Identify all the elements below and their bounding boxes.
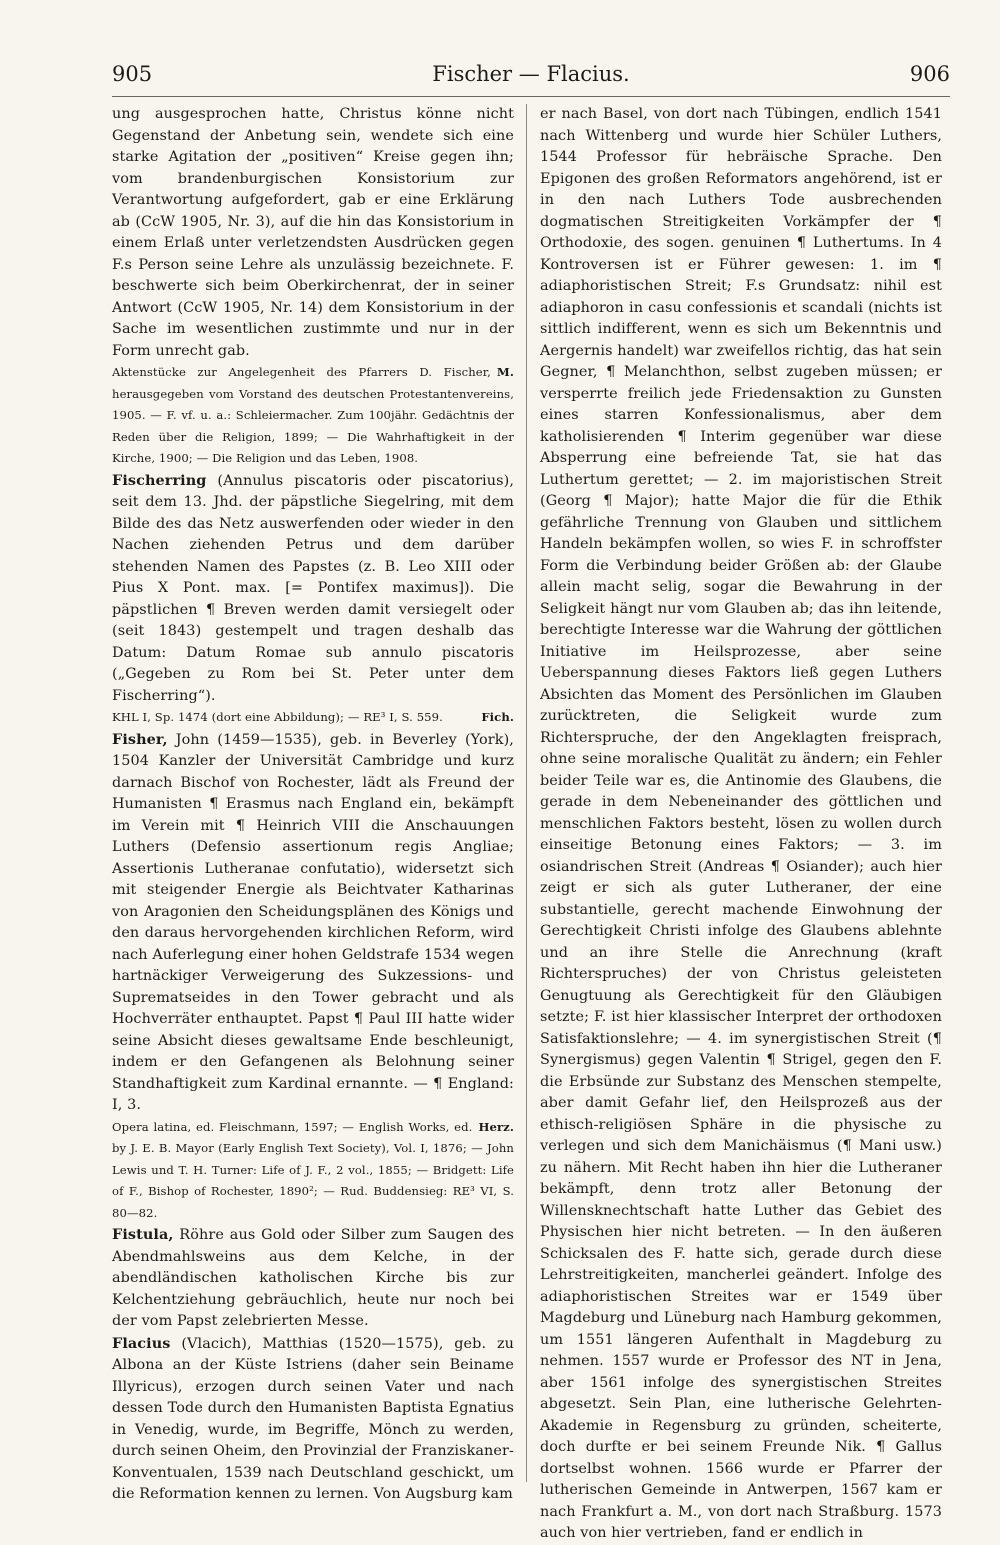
page-number-left: 905 [112, 62, 153, 86]
entry-headword: Fistula, [112, 1226, 174, 1243]
note-text: Opera latina, ed. Fleischmann, 1597; — English Works, ed. by J. E. B. Mayor (Early English Text Society), Vol. I, 1876; — John Lewis und T. H. Turner: Life of J. F., 2 vol., 1855; — Bridgett: Life of F., Bishop of Rochester, 1890²; — Rud. Buddensieg: RE³ VI, S. 80—82. [112, 1119, 514, 1220]
running-head [112, 62, 950, 90]
bibliography-note [112, 707, 514, 729]
entry-paragraph [112, 470, 514, 708]
note-text: KHL I, Sp. 1474 (dort eine Abbildung); — RE³ I, S. 559. [112, 710, 443, 724]
entry-paragraph [112, 729, 514, 1117]
author-signature: M. [496, 365, 514, 379]
note-text: Aktenstücke zur Angelegenheit des Pfarrers D. Fischer, herausgegeben vom Vorstand des deutschen Protestantenvereins, 1905. — F. vf. u. a.: Schleiermacher. Zum 100jähr. Gedächtnis der Reden über die Religion, 1899; — Die Wahrhaftigkeit in der Kirche, 1900; — Die Religion und das Leben, 1908. [112, 365, 514, 465]
paragraph-text: (Vlacich), Matthias (1520—1575), geb. zu Albona an der Küste Istriens (daher sein Beiname Illyricus), erzogen durch seinen Vater und nach dessen Tode durch den Humanisten Baptista Egnatius in Venedig, wurde, im Begriffe, Mönch zu werden, durch seinen Oheim, den Provinzial der Franziskaner-Konventualen, 1539 nach Deutschland geschickt, um die Reformation kennen zu lernen. Von Augsburg kam [112, 1335, 514, 1502]
paragraph-text: ung ausgesprochen hatte, Christus könne nicht Gegenstand der Anbetung sein, wendete sich eine starke Agitation der „positiven“ Kreise gegen ihn; vom brandenburgischen Konsistorium zur Verantwortung aufgefordert, gab er eine Erklärung ab (CcW 1905, Nr. 3), auf die hin das Konsistorium in einem Erlaß unter verletzendsten Ausdrücken gegen F.s Person seine Lehre als unzulässig bezeichnete. F. beschwerte sich beim Oberkirchenrat, der in seiner Antwort (CcW 1905, Nr. 14) dem Konsistorium in der Sache im wesentlichen zustimmte und nur in der Form unrecht gab. [112, 106, 514, 359]
author-signature: Herz. [478, 1119, 514, 1134]
entry-paragraph [112, 1333, 514, 1506]
body-paragraph [112, 104, 514, 362]
author-signature: Fich. [481, 710, 514, 724]
right-column [540, 104, 942, 1541]
paragraph-text: John (1459—1535), geb. in Beverley (York), 1504 Kanzler der Universität Cambridge und kurz darnach Bischof von Rochester, lädt als Freund der Humanisten ¶ Erasmus nach England ein, bekämpft im Verein mit ¶ Heinrich VIII die Anschauungen Luthers (Defensio assertionum regis Angliae; Assertionis Lutheranae confutatio), widersetzt sich mit steigender Energie als Beichtvater Katharinas von Aragonien den Scheidungsplänen des Königs und den daraus hervorgehenden kirchlichen Reform, wird nach Auferlegung einer hohen Geldstrafe 1534 wegen hartnäckiger Verweigerung des Sukzessions- und Suprematseides in den Tower gebracht und als Hochverräter enthauptet. Papst ¶ Paul III hatte wider seine Absicht dieses gewaltsame Ende beschleunigt, indem er den Gefangenen als Belohnung seiner Standhaftigkeit zum Kardinal ernannte. — ¶ England: I, 3. [112, 731, 514, 1113]
bibliography-note [112, 1117, 514, 1225]
entry-paragraph [112, 1224, 514, 1333]
entry-headword: Fischerring [112, 471, 207, 489]
entry-headword: Flacius [112, 1334, 171, 1352]
column-divider [526, 104, 527, 1482]
page-number-right: 906 [909, 62, 950, 86]
body-paragraph [540, 104, 942, 1545]
bibliography-note [112, 362, 514, 470]
header-rule [112, 96, 950, 97]
paragraph-text: (Annulus piscatoris oder piscatorius), seit dem 13. Jhd. der päpstliche Siegelring, mit dem Bilde des das Netz auswerfenden oder wieder in den Nachen ziehenden Petrus und dem darüber stehenden Namen des Papstes (z. B. Leo XIII oder Pius X Pont. max. [= Pontifex maximus]). Die päpstlichen ¶ Breven werden damit versiegelt oder (seit 1843) gestempelt und tragen deshalb das Datum: Datum Romae sub annulo piscatoris („Gegeben zu Rom bei St. Peter unter dem Fischerring“). [112, 472, 514, 704]
running-title: Fischer — Flacius. [432, 62, 630, 86]
entry-headword: Fisher, [112, 730, 168, 748]
left-column [112, 104, 514, 1502]
paragraph-text: Röhre aus Gold oder Silber zum Saugen des Abendmahlsweins aus dem Kelche, in der abendländischen katholischen Kirche bis zur Kelchentziehung gebräuchlich, heute nur noch bei der vom Papst zelebrierten Messe. [112, 1227, 514, 1329]
paragraph-text: er nach Basel, von dort nach Tübingen, endlich 1541 nach Wittenberg und wurde hier Schüler Luthers, 1544 Professor für hebräische Sprache. Den Epigonen des großen Reformators angehörend, ist er in den nach Luthers Tode ausbrechenden dogmatischen Streitigkeiten Vorkämpfer der ¶ Orthodoxie, des sogen. genuinen ¶ Luthertums. In 4 Kontroversen ist er Führer gewesen: 1. im ¶ adiaphoristischen Streit; F.s Grundsatz: nihil est adiaphoron in casu confessionis et scandali (nichts ist sittlich indifferent, wenn es sich um Bekenntnis und Aergernis handelt) war zweifellos richtig, das hat sein Gegner, ¶ Melanchthon, selbst zugeben müssen; er versperrte freilich jede Friedensaktion zu Gunsten eines starren Konfessionalismus, aber dem katholisierenden ¶ Interim gegenüber war diese Absperrung eine befreiende Tat, sie hat das Luthertum gerettet; — 2. im majoristischen Streit (Georg ¶ Major); hatte Major die für die Ethik gefährliche Trennung von Glauben und sittlichem Handeln bekämpfen wollen, so wies F. in schroffster Form die Verbindung beider Größen ab: der Glaube allein macht selig, sogar die Bewahrung in der Seligkeit hängt nur vom Glauben ab; das ihn leitende, berechtigte Interesse war die Wahrung der göttlichen Initiative im Heilsprozesse, aber seine Ueberspannung dieses Faktors ließ gegen Luthers Absichten das Moment des Persönlichen im Glauben zurücktreten, die Seligkeit wurde zum Richterspruche, der den Angeklagten freisprach, ohne seine moralische Qualität zu ändern; ein Fehler beider Teile war es, die Antinomie des Glaubens, die gerade in dem Nebeneinander des göttlichen und menschlichen Faktors besteht, lösen zu wollen durch einseitige Betonung eines Faktors; — 3. im osiandrischen Streit (Andreas ¶ Osiander); auch hier zeigt er sich als guter Lutheraner, der eine substantielle, gerecht machende Einwohnung der Gerechtigkeit Christi infolge des Glaubens ablehnte und an ihre Stelle die Anrechnung (kraft Richterspruches) der von Christus geleisteten Genugtuung als Gerechtigkeit für den Gläubigen setzte; F. ist hier klassischer Interpret der orthodoxen Satisfaktionslehre; — 4. im synergistischen Streit (¶ Synergismus) gegen Valentin ¶ Strigel, gegen den F. die Erbsünde zur Substanz des Menschen stempelte, aber damit Gefahr lief, den Heilsprozeß aus der ethisch-religiösen Sphäre in die physische zu verlegen und sich dem Manichäismus (¶ Mani usw.) zu nähern. Mit Recht haben ihn hier die Lutheraner bekämpft, denn trotz aller Betonung der Willensknechtschaft hatte Luther das Gebiet des Physischen hier nicht betreten. — In den äußeren Schicksalen des F. hatte sich, gerade durch diese Lehrstreitigkeiten, mancherlei geändert. Infolge des adiaphoristischen Streites war er 1549 über Magdeburg und Lüneburg nach Hamburg gekommen, um 1551 längeren Aufenthalt in Magdeburg zu nehmen. 1557 wurde er Professor des NT in Jena, aber 1561 infolge des synergistischen Streites abgesetzt. Sein Plan, eine lutherische Gelehrten-Akademie in Regensburg zu gründen, scheiterte, doch durfte er bei seinem Freunde Nik. ¶ Gallus dortselbst wohnen. 1566 wurde er Pfarrer der lutherischen Gemeinde in Antwerpen, 1567 kam er nach Frankfurt a. M., von dort nach Straßburg. 1573 auch von hier vertrieben, fand er endlich in [540, 106, 942, 1541]
